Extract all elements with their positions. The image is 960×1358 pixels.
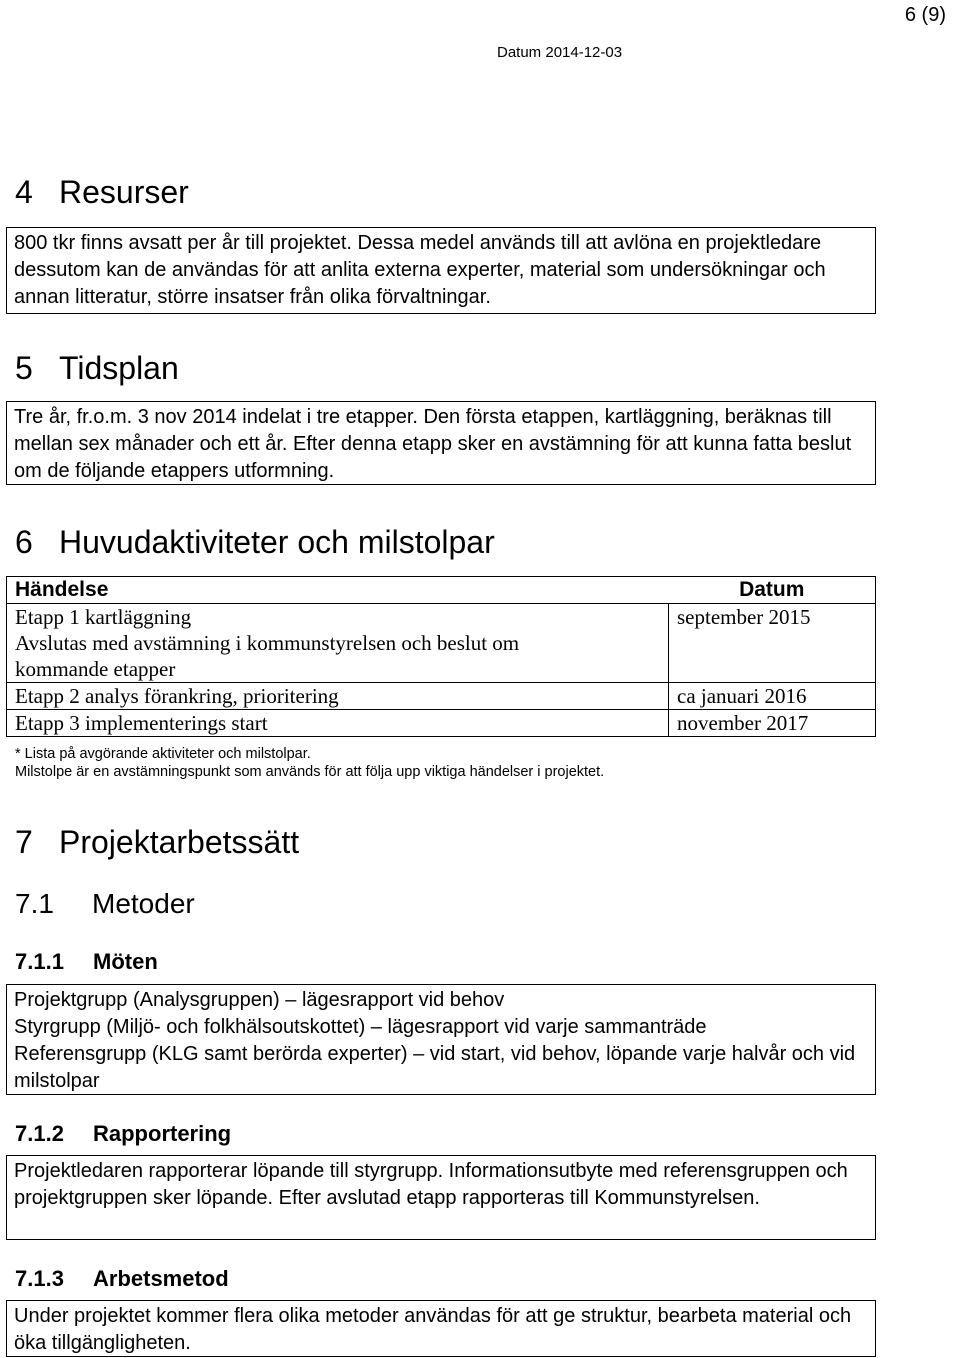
subsection-title: Möten xyxy=(93,949,158,974)
subsection-title: Arbetsmetod xyxy=(93,1266,229,1291)
section-number: 7 xyxy=(15,824,33,860)
subsection-title: Metoder xyxy=(92,888,195,919)
subsection-number: 7.1.1 xyxy=(15,949,64,974)
section-title: Huvudaktiviteter och milstolpar xyxy=(59,524,495,560)
resources-box xyxy=(6,227,876,314)
note-line: * Lista på avgörande aktiviteter och milstolpar. xyxy=(15,746,311,762)
section-title: Resurser xyxy=(59,174,189,210)
subsection-title: Rapportering xyxy=(93,1121,232,1146)
section-number: 5 xyxy=(15,350,33,386)
resources-text: 800 tkr finns avsatt per år till projektet. Dessa medel används till att avlöna en projektledare dessutom kan de användas för att anlita externa experter, material som undersökningar och annan litteratur, större insatser från olika förvaltningar. xyxy=(14,232,826,308)
meetings-box xyxy=(6,984,876,1095)
subsection-7-1-3-heading xyxy=(15,1266,229,1292)
event-cell: Etapp 3 implementerings start xyxy=(7,710,669,737)
meeting-line: Projektgrupp (Analysgruppen) – lägesrapport vid behov xyxy=(14,989,505,1011)
date-cell: september 2015 xyxy=(669,604,876,683)
event-title: Etapp 1 kartläggning xyxy=(15,605,192,629)
section-number: 6 xyxy=(15,524,33,560)
date-cell: november 2017 xyxy=(669,710,876,737)
meeting-line: Referensgrupp (KLG samt berörda experter) – vid start, vid behov, löpande varje halvår och vid milstolpar xyxy=(14,1043,856,1092)
subsection-7-1-1-heading xyxy=(15,949,158,975)
table-row xyxy=(7,710,876,737)
subsection-7-1-heading xyxy=(15,888,195,920)
timeplan-text: Tre år, fr.o.m. 3 nov 2014 indelat i tre etapper. Den första etappen, kartläggning, beräknas till mellan sex månader och ett år. Efter denna etapp sker en avstämning för att kunna fatta beslut om de följande etappers utformning. xyxy=(14,406,852,482)
section-number: 4 xyxy=(15,174,33,210)
subsection-number: 7.1.3 xyxy=(15,1266,64,1291)
subsection-number: 7.1 xyxy=(15,888,54,919)
page-number: 6 (9) xyxy=(904,4,946,26)
section-6-heading xyxy=(15,524,495,561)
reporting-text: Projektledaren rapporterar löpande till styrgrupp. Informationsutbyte med referensgruppen och projektgruppen sker löpande. Efter avslutad etapp rapporteras till Kommunstyrelsen. xyxy=(14,1160,848,1209)
section-4-heading xyxy=(15,174,189,211)
event-cell xyxy=(7,604,669,683)
header-event: Händelse xyxy=(7,577,669,604)
method-text: Under projektet kommer flera olika metoder användas för att ge struktur, bearbeta material och öka tillgängligheten. xyxy=(14,1305,852,1354)
note-line: Milstolpe är en avstämningspunkt som används för att följa upp viktiga händelser i projektet. xyxy=(15,764,605,780)
section-title: Tidsplan xyxy=(59,350,179,386)
table-notes xyxy=(15,745,604,781)
milestones-table xyxy=(6,576,876,737)
document-date: Datum 2014-12-03 xyxy=(497,44,623,61)
timeplan-box xyxy=(6,401,876,485)
header-date: Datum xyxy=(669,577,876,604)
method-box xyxy=(6,1300,876,1357)
section-7-heading xyxy=(15,824,299,861)
subsection-number: 7.1.2 xyxy=(15,1121,64,1146)
event-description: Avslutas med avstämning i kommunstyrelsen och beslut om kommande etapper xyxy=(15,631,520,681)
table-header-row xyxy=(7,577,876,604)
date-cell: ca januari 2016 xyxy=(669,683,876,710)
reporting-box xyxy=(6,1155,876,1240)
section-title: Projektarbetssätt xyxy=(59,824,300,860)
table-row xyxy=(7,604,876,683)
subsection-7-1-2-heading xyxy=(15,1121,231,1147)
section-5-heading xyxy=(15,350,179,387)
meeting-line: Styrgrupp (Miljö- och folkhälsoutskottet) – lägesrapport vid varje sammanträde xyxy=(14,1016,707,1038)
table-row xyxy=(7,683,876,710)
event-cell: Etapp 2 analys förankring, prioritering xyxy=(7,683,669,710)
